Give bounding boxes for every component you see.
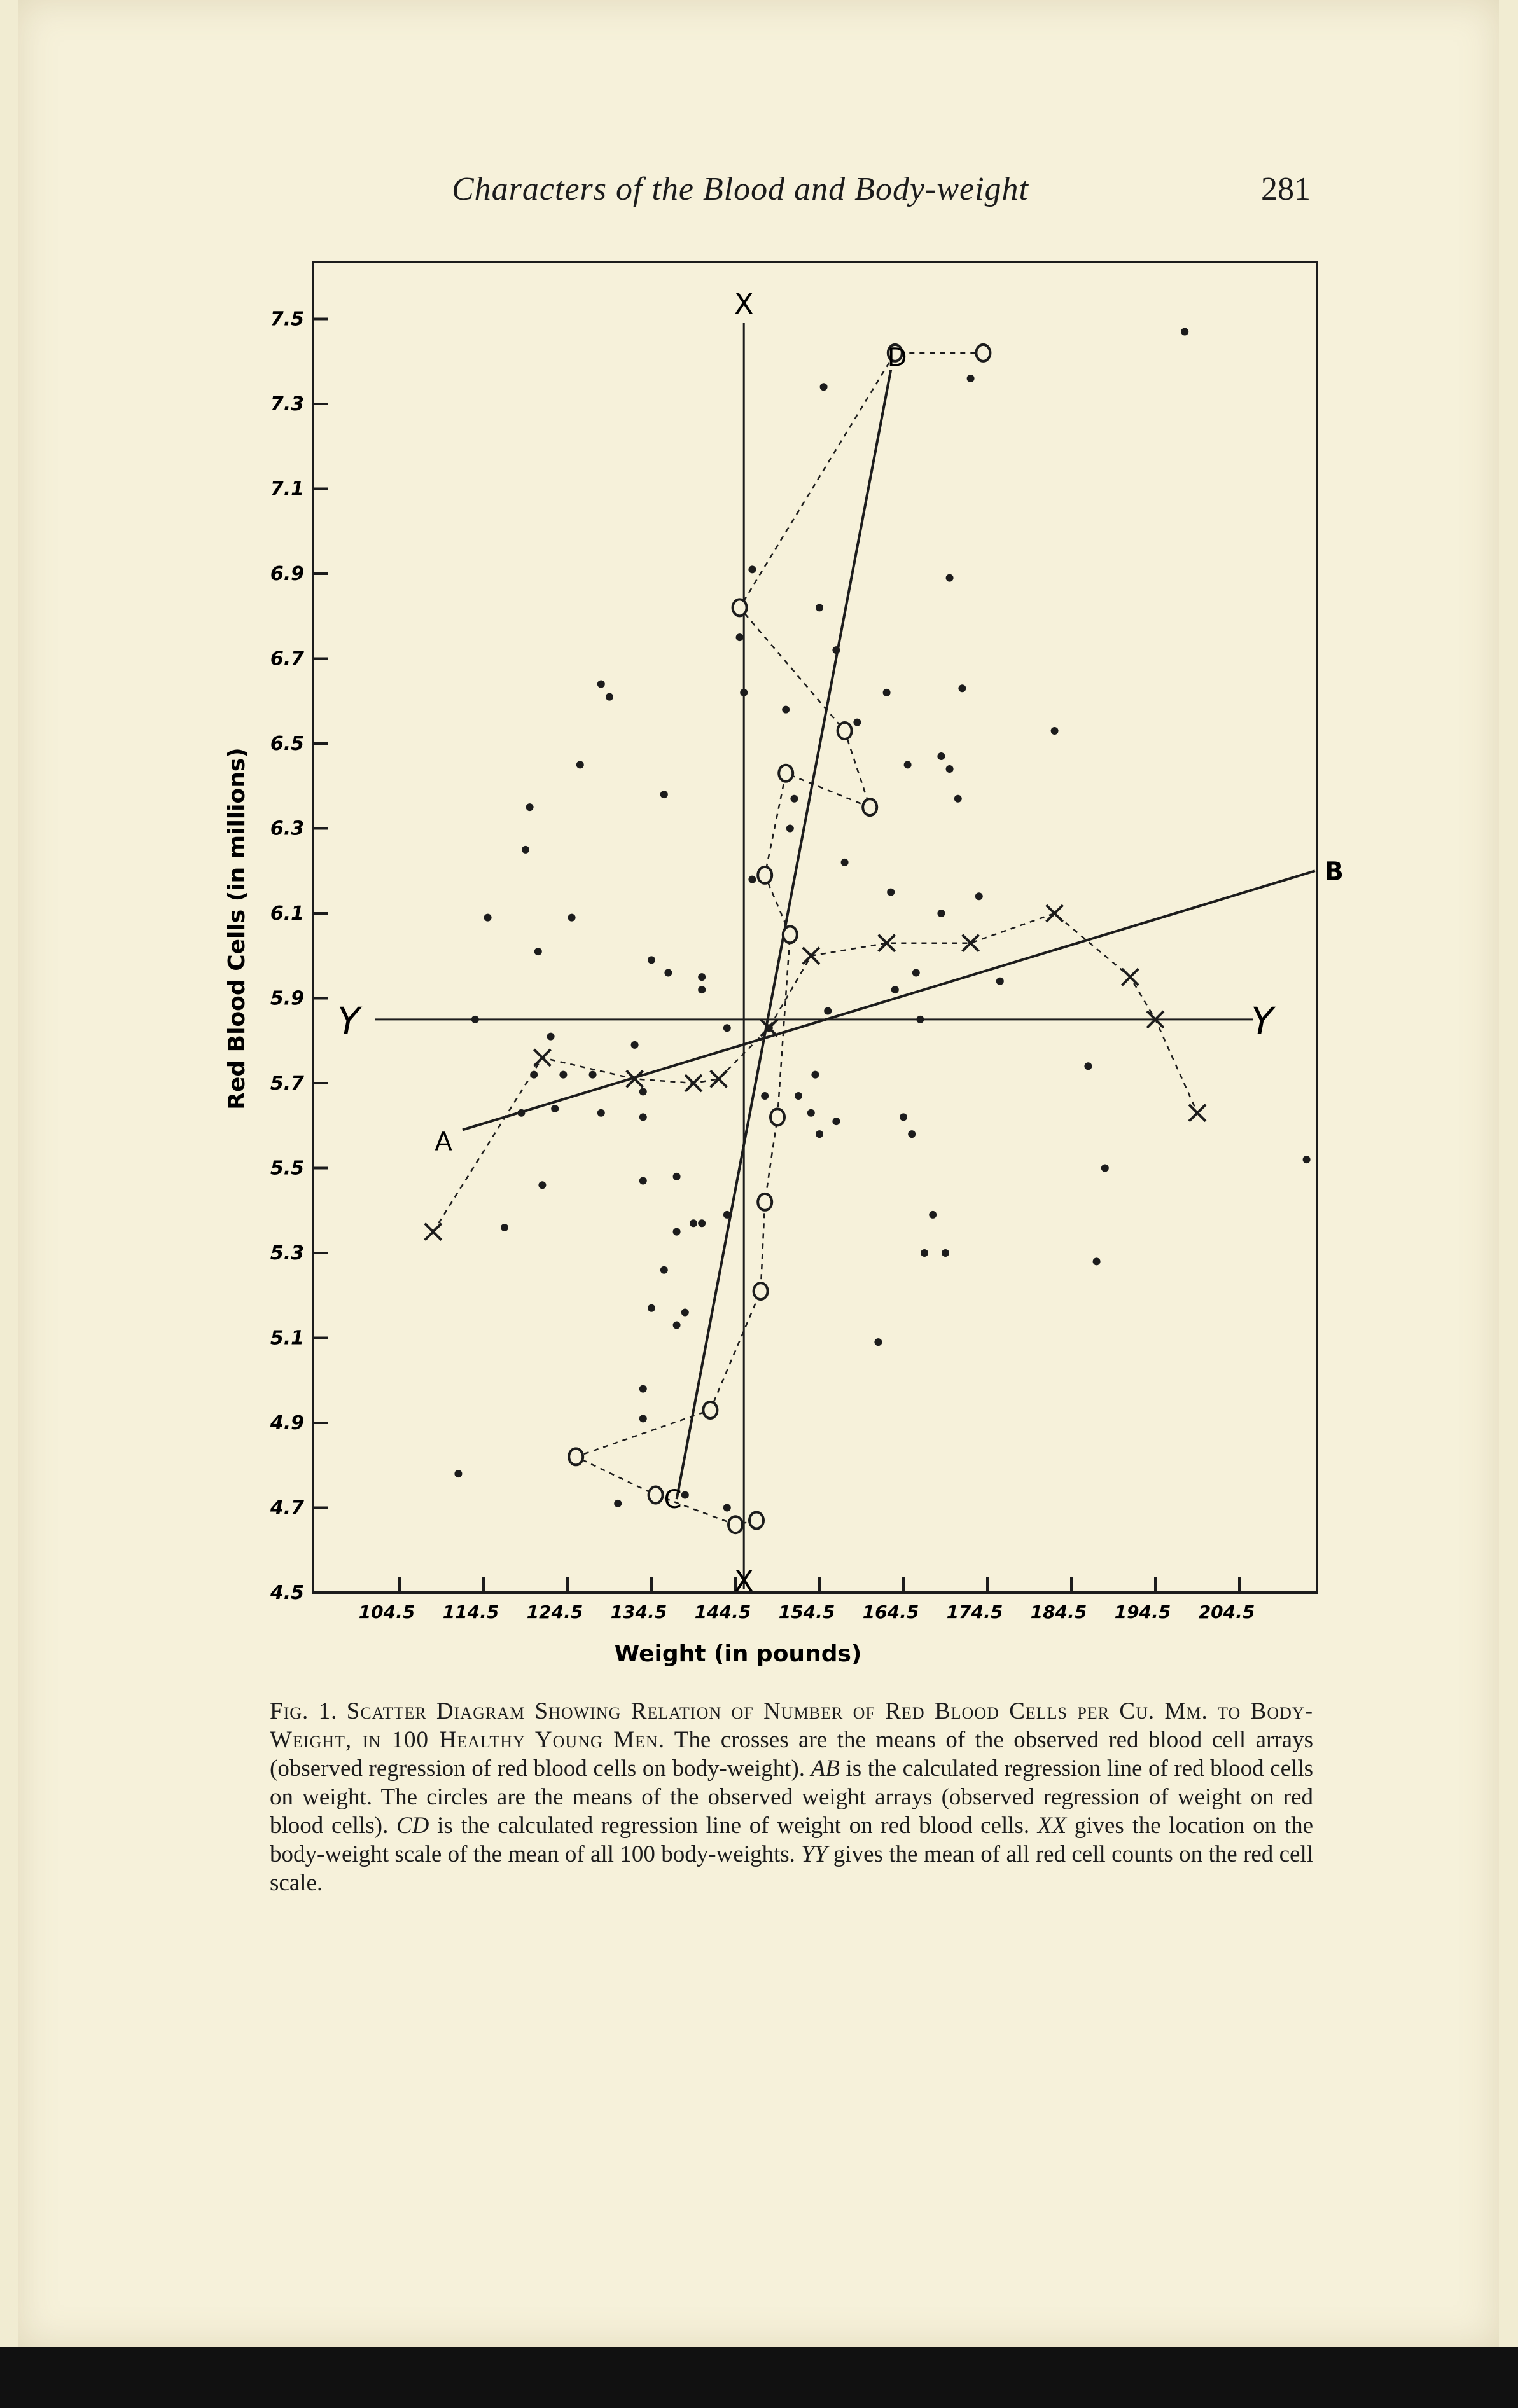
figure-caption <box>270 1697 1313 1897</box>
cross-marker <box>1047 905 1063 922</box>
label-x-top: X <box>734 287 754 321</box>
data-point <box>883 689 891 696</box>
circle-marker <box>733 599 747 616</box>
cross-marker <box>685 1075 702 1091</box>
data-point <box>832 646 840 654</box>
figure-title: Scatter Diagram Showing Relation of Number of Red Blood Cells per Cu. Mm. to Body-Weight, in 100 Healthy Young Men. <box>270 1698 1314 1753</box>
calculated-regression-lines <box>463 370 1315 1500</box>
data-point <box>761 1092 769 1100</box>
caption-text-1: The crosses are the means of the observed red blood cell arrays (observed regression of red blood cells on body-weight). <box>270 1727 1313 1782</box>
cross-marker <box>711 1070 727 1087</box>
data-point <box>639 1177 647 1185</box>
data-point <box>853 719 861 726</box>
data-point <box>954 795 962 803</box>
circle-marker <box>863 799 877 815</box>
data-point <box>824 1007 832 1015</box>
cross-marker <box>534 1049 550 1066</box>
data-point <box>698 973 706 981</box>
data-point <box>807 1109 815 1117</box>
data-point <box>1181 328 1188 336</box>
data-point <box>698 986 706 993</box>
data-point <box>790 795 798 803</box>
data-point <box>471 1016 479 1023</box>
y-tick-label: 5.9 <box>270 987 304 1010</box>
data-point <box>942 1249 949 1257</box>
y-tick-label: 7.5 <box>270 308 304 331</box>
caption-text-5: gives the mean of all red cell counts on the red cell scale. <box>270 1841 1314 1896</box>
circle-marker <box>703 1402 717 1418</box>
data-point <box>631 1041 639 1049</box>
data-point <box>996 978 1004 985</box>
data-point <box>820 383 828 391</box>
x-tick-label: 124.5 <box>526 1602 583 1623</box>
plot-frame <box>313 262 1317 1593</box>
observed-regression-lines <box>433 353 1197 1525</box>
data-point <box>1303 1156 1311 1163</box>
y-tick-label: 6.5 <box>270 733 304 755</box>
circle-marker <box>770 1109 784 1125</box>
data-point <box>900 1113 907 1121</box>
data-point <box>816 1130 823 1138</box>
data-point <box>958 684 966 692</box>
data-point <box>639 1415 647 1422</box>
data-point <box>454 1470 462 1477</box>
caption-text-4: gives the location on the body-weight scale of the mean of all 100 body-weights. <box>270 1813 1314 1867</box>
y-tick-label: 7.1 <box>270 478 304 501</box>
data-point <box>551 1105 559 1112</box>
label-y-left: Y <box>337 999 360 1042</box>
circle-marker <box>976 345 990 361</box>
x-axis-title: Weight (in pounds) <box>614 1641 862 1667</box>
data-point <box>1093 1257 1101 1265</box>
circle-marker <box>649 1486 663 1503</box>
caption-xx: XX <box>1037 1813 1067 1839</box>
circle-marker <box>758 867 772 883</box>
x-tick-labels <box>359 1602 1255 1623</box>
caption-text-3: is the calculated regression line of weight on red blood cells. <box>437 1813 1030 1839</box>
circle-marker <box>754 1283 768 1299</box>
y-tick-label: 4.5 <box>270 1582 304 1604</box>
data-point <box>723 1211 731 1219</box>
data-point <box>891 986 899 993</box>
circle-marker <box>749 1512 763 1529</box>
data-point <box>660 1266 668 1274</box>
data-point <box>597 681 605 688</box>
data-point <box>912 969 920 976</box>
data-point <box>547 1033 555 1041</box>
data-point <box>887 889 895 896</box>
y-tick-label: 6.9 <box>270 563 304 585</box>
data-point <box>748 876 756 883</box>
data-point <box>614 1500 622 1507</box>
circle-markers <box>569 345 990 1533</box>
y-tick-label: 7.3 <box>270 393 304 415</box>
data-point <box>904 761 912 768</box>
x-tick-label: 184.5 <box>1030 1602 1087 1623</box>
data-point <box>736 633 744 641</box>
y-tick-label: 6.1 <box>270 903 304 925</box>
y-tick-label: 6.3 <box>270 817 304 840</box>
circle-marker <box>779 765 793 782</box>
data-point <box>673 1173 681 1180</box>
data-point <box>698 1219 706 1227</box>
data-point <box>501 1224 508 1231</box>
data-point <box>723 1024 731 1032</box>
x-tick-label: 134.5 <box>610 1602 667 1623</box>
data-points <box>454 328 1310 1515</box>
data-point <box>908 1130 916 1138</box>
circle-marker <box>569 1448 583 1465</box>
data-point <box>559 1071 567 1079</box>
observed-regression-circles <box>576 353 983 1525</box>
caption-cd: CD <box>396 1813 429 1839</box>
data-point <box>522 846 529 854</box>
x-tick-label: 164.5 <box>862 1602 919 1623</box>
label-c: C <box>664 1485 682 1515</box>
label-y-right: Y <box>1251 999 1274 1042</box>
data-point <box>526 803 534 811</box>
data-point <box>690 1219 697 1227</box>
x-tick-label: 144.5 <box>694 1602 751 1623</box>
data-point <box>664 969 672 976</box>
data-point <box>946 765 954 773</box>
figure-label: Fig. 1. <box>270 1698 338 1724</box>
cross-marker <box>1122 969 1138 985</box>
data-point <box>1051 727 1059 735</box>
data-point <box>1101 1165 1109 1172</box>
data-point <box>534 948 542 955</box>
y-tick-label: 5.3 <box>270 1242 304 1264</box>
x-tick-label: 104.5 <box>358 1602 415 1623</box>
data-point <box>874 1338 882 1346</box>
data-point <box>841 859 849 866</box>
data-point <box>639 1385 647 1393</box>
y-tick-labels <box>270 308 304 1605</box>
data-point <box>681 1308 689 1316</box>
data-point <box>589 1071 597 1079</box>
circle-marker <box>728 1516 742 1533</box>
y-tick-label: 5.1 <box>270 1327 304 1350</box>
caption-text-2: is the calculated regression line of red blood cells on weight. The circles are the means of the observed weight arrays (observed regression of weight on red blood cells). <box>270 1755 1313 1839</box>
label-a: A <box>435 1127 452 1157</box>
x-tick-label: 194.5 <box>1114 1602 1171 1623</box>
data-point <box>975 892 983 900</box>
data-point <box>606 693 613 701</box>
cross-marker <box>761 1020 777 1036</box>
data-point <box>576 761 584 768</box>
data-point <box>929 1211 937 1219</box>
data-point <box>916 1016 924 1023</box>
data-point <box>946 574 954 582</box>
data-point <box>937 752 945 760</box>
data-point <box>648 956 655 964</box>
data-point <box>1084 1062 1092 1070</box>
data-point <box>740 689 748 696</box>
x-tick-label: 204.5 <box>1198 1602 1255 1623</box>
axis-ticks <box>313 319 1239 1593</box>
data-point <box>786 825 794 833</box>
regression-line-ab <box>463 871 1315 1130</box>
y-tick-label: 6.7 <box>270 647 304 670</box>
data-point <box>748 565 756 573</box>
x-tick-label: 154.5 <box>778 1602 835 1623</box>
data-point <box>639 1113 647 1121</box>
y-tick-label: 5.5 <box>270 1157 304 1180</box>
cross-marker <box>803 948 819 964</box>
data-point <box>795 1092 802 1100</box>
x-tick-label: 174.5 <box>946 1602 1003 1623</box>
data-point <box>597 1109 605 1117</box>
circle-marker <box>758 1194 772 1210</box>
data-point <box>648 1304 655 1312</box>
data-point <box>723 1504 731 1512</box>
data-point <box>832 1118 840 1125</box>
cross-marker <box>1189 1105 1206 1121</box>
data-point <box>673 1228 681 1236</box>
data-point <box>568 914 576 922</box>
scan-border <box>0 2347 1518 2408</box>
data-point <box>967 375 975 382</box>
label-x-bottom: X <box>734 1564 754 1598</box>
y-axis-title: Red Blood Cells (in millions) <box>224 747 250 1110</box>
caption-ab: AB <box>811 1755 840 1782</box>
label-b: B <box>1324 857 1344 887</box>
data-point <box>530 1071 538 1079</box>
data-point <box>681 1491 689 1498</box>
page-number: 281 <box>1261 171 1311 207</box>
data-point <box>816 604 823 611</box>
x-tick-label: 114.5 <box>442 1602 499 1623</box>
data-point <box>811 1071 819 1079</box>
data-point <box>639 1088 647 1095</box>
y-tick-label: 4.7 <box>270 1497 304 1519</box>
cross-marker <box>425 1224 442 1240</box>
label-d: D <box>887 343 907 373</box>
data-point <box>484 914 492 922</box>
data-point <box>673 1321 681 1329</box>
line-labels <box>337 287 1344 1598</box>
circle-marker <box>783 926 797 943</box>
y-tick-label: 5.7 <box>270 1072 304 1095</box>
data-point <box>660 791 668 798</box>
caption-yy: YY <box>801 1841 828 1867</box>
data-point <box>517 1109 525 1117</box>
data-point <box>538 1181 546 1189</box>
y-tick-label: 4.9 <box>270 1412 304 1434</box>
running-title: Characters of the Blood and Body-weight <box>452 171 1029 207</box>
data-point <box>937 910 945 917</box>
circle-marker <box>838 723 852 739</box>
data-point <box>782 706 790 714</box>
data-point <box>921 1249 928 1257</box>
